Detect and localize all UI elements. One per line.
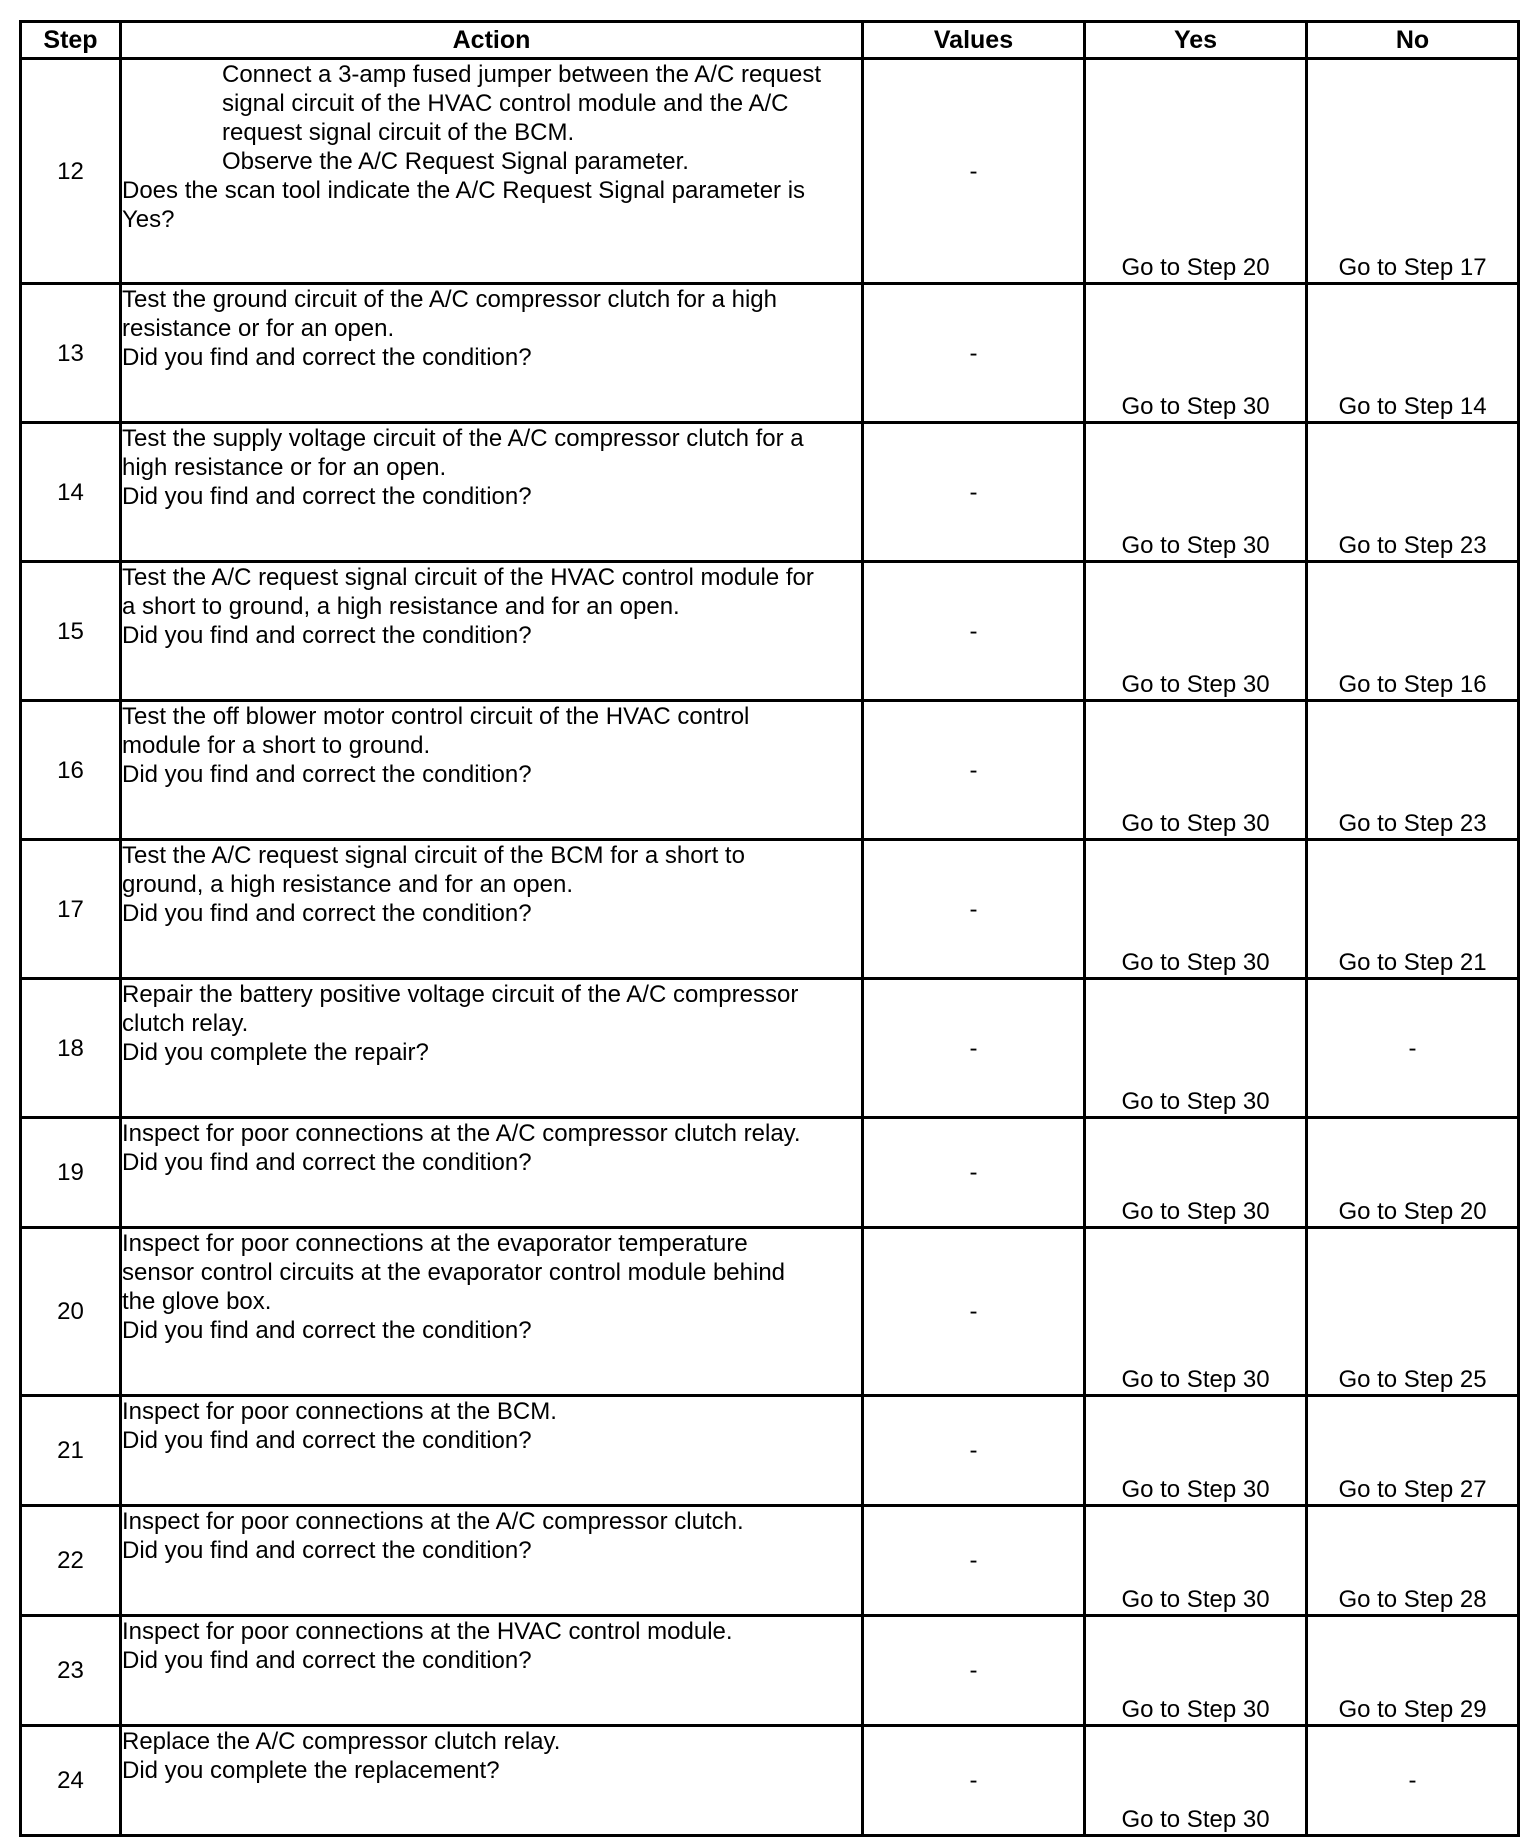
no-cell: Go to Step 14 [1307,284,1519,423]
table-row [21,979,1519,1118]
yes-cell: Go to Step 30 [1085,1506,1307,1616]
no-cell: Go to Step 20 [1307,1118,1519,1228]
no-cell: Go to Step 28 [1307,1506,1519,1616]
no-cell: Go to Step 23 [1307,701,1519,840]
header-yes: Yes [1085,22,1307,59]
yes-cell: Go to Step 30 [1085,979,1307,1118]
action-cell [121,1396,863,1506]
action-question: Did you find and correct the condition? [122,1317,532,1344]
no-cell: - [1307,1726,1519,1836]
action-instruction: Inspect for poor connections at the HVAC control module. [122,1618,733,1645]
action-question: Did you find and correct the condition? [122,344,532,371]
values-cell: - [863,1506,1085,1616]
step-number: 15 [21,562,121,701]
action-question: Did you find and correct the condition? [122,1647,532,1674]
values-cell: - [863,1118,1085,1228]
action-question: Did you find and correct the condition? [122,1537,532,1564]
values-cell: - [863,1396,1085,1506]
action-question: Did you find and correct the condition? [122,622,532,649]
no-cell: Go to Step 17 [1307,59,1519,284]
action-cell [121,701,863,840]
values-cell: - [863,840,1085,979]
values-cell: - [863,979,1085,1118]
table-row [21,284,1519,423]
action-instruction: Inspect for poor connections at the evaporator temperature sensor control circuits at the evaporator control module behind the glove box. [122,1230,786,1315]
action-cell [121,1228,863,1396]
values-cell: - [863,1228,1085,1396]
no-cell: - [1307,979,1519,1118]
step-number: 18 [21,979,121,1118]
no-cell: Go to Step 25 [1307,1228,1519,1396]
header-no: No [1307,22,1519,59]
table-row [21,840,1519,979]
yes-cell: Go to Step 30 [1085,1118,1307,1228]
action-instruction: Replace the A/C compressor clutch relay. [122,1728,561,1755]
action-cell [121,1726,863,1836]
step-number: 19 [21,1118,121,1228]
action-instruction: Inspect for poor connections at the BCM. [122,1398,557,1425]
values-cell: - [863,1616,1085,1726]
step-number: 17 [21,840,121,979]
no-cell: Go to Step 21 [1307,840,1519,979]
table-row [21,1118,1519,1228]
yes-cell: Go to Step 30 [1085,562,1307,701]
values-cell: - [863,59,1085,284]
action-instruction: Connect a 3-amp fused jumper between the A/C request signal circuit of the HVAC control module and the A/C request signal circuit of the BCM. Observe the A/C Request Signal parameter. [222,61,822,175]
action-cell [121,979,863,1118]
action-cell [121,1118,863,1228]
step-number: 20 [21,1228,121,1396]
table-row [21,423,1519,562]
no-cell: Go to Step 16 [1307,562,1519,701]
step-number: 22 [21,1506,121,1616]
action-question: Did you find and correct the condition? [122,483,532,510]
action-question: Did you find and correct the condition? [122,1149,532,1176]
yes-cell: Go to Step 30 [1085,423,1307,562]
action-instruction: Test the supply voltage circuit of the A/C compressor clutch for a high resistance or for an open. [122,425,804,481]
action-cell [121,840,863,979]
yes-cell: Go to Step 30 [1085,701,1307,840]
action-instruction: Test the A/C request signal circuit of the HVAC control module for a short to ground, a high resistance and for an open. [122,564,814,620]
yes-cell: Go to Step 30 [1085,284,1307,423]
action-instruction: Inspect for poor connections at the A/C compressor clutch relay. [122,1120,801,1147]
yes-cell: Go to Step 30 [1085,1228,1307,1396]
action-cell [121,1616,863,1726]
no-cell: Go to Step 23 [1307,423,1519,562]
action-question: Did you complete the replacement? [122,1757,500,1784]
action-cell [121,59,863,284]
header-step: Step [21,22,121,59]
action-instruction: Test the ground circuit of the A/C compressor clutch for a high resistance or for an open. [122,286,777,342]
action-instruction: Test the A/C request signal circuit of the BCM for a short to ground, a high resistance and for an open. [122,842,745,898]
values-cell: - [863,1726,1085,1836]
step-number: 13 [21,284,121,423]
action-question: Did you find and correct the condition? [122,761,532,788]
values-cell: - [863,562,1085,701]
table-row [21,562,1519,701]
action-instruction: Test the off blower motor control circuit of the HVAC control module for a short to ground. [122,703,750,759]
action-cell [121,562,863,701]
table-row [21,701,1519,840]
no-cell: Go to Step 27 [1307,1396,1519,1506]
action-question: Did you complete the repair? [122,1039,429,1066]
step-number: 23 [21,1616,121,1726]
yes-cell: Go to Step 30 [1085,1616,1307,1726]
action-cell [121,1506,863,1616]
yes-cell: Go to Step 30 [1085,1396,1307,1506]
yes-cell: Go to Step 20 [1085,59,1307,284]
diagnostic-steps-table [19,20,1520,1837]
action-instruction: Inspect for poor connections at the A/C compressor clutch. [122,1508,744,1535]
action-cell [121,423,863,562]
values-cell: - [863,423,1085,562]
table-row [21,1726,1519,1836]
no-cell: Go to Step 29 [1307,1616,1519,1726]
values-cell: - [863,284,1085,423]
step-number: 21 [21,1396,121,1506]
step-number: 14 [21,423,121,562]
step-number: 12 [21,59,121,284]
action-instruction: Repair the battery positive voltage circuit of the A/C compressor clutch relay. [122,981,799,1037]
table-row [21,1506,1519,1616]
header-values: Values [863,22,1085,59]
table-row [21,1228,1519,1396]
table-row [21,1616,1519,1726]
header-row [21,22,1519,59]
table-row [21,59,1519,284]
table-row [21,1396,1519,1506]
action-cell [121,284,863,423]
step-number: 24 [21,1726,121,1836]
yes-cell: Go to Step 30 [1085,1726,1307,1836]
action-question: Did you find and correct the condition? [122,1427,532,1454]
values-cell: - [863,701,1085,840]
step-number: 16 [21,701,121,840]
header-action: Action [121,22,863,59]
yes-cell: Go to Step 30 [1085,840,1307,979]
action-question: Does the scan tool indicate the A/C Request Signal parameter is Yes? [122,177,806,233]
action-question: Did you find and correct the condition? [122,900,532,927]
